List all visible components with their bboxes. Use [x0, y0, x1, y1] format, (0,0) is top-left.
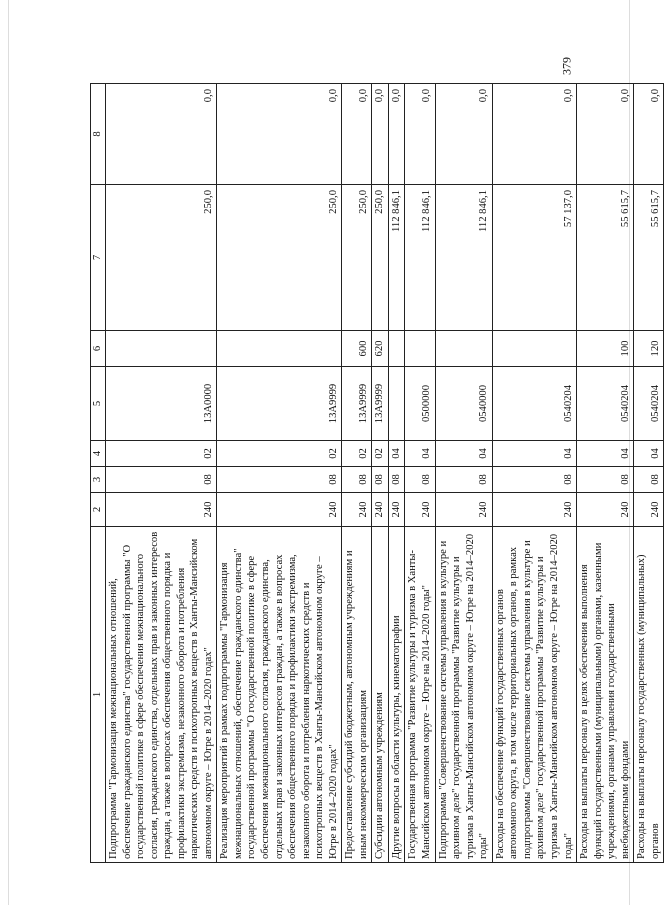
table-row — [405, 84, 435, 863]
amount-extra-cell: 0,0 — [342, 84, 372, 185]
row-name-cell: Субсидии автономным учреждениям — [372, 527, 389, 863]
code-admin-cell: 240 — [342, 493, 372, 527]
target-item-cell: 13А9999 — [372, 367, 389, 441]
amount-extra-cell: 0,0 — [106, 84, 217, 185]
table-header — [91, 84, 106, 863]
section-cell: 08 — [372, 467, 389, 493]
table-row — [342, 84, 372, 863]
amount-extra-cell: 0,0 — [388, 84, 405, 185]
subsection-cell: 04 — [388, 441, 405, 467]
page-number — [552, 46, 582, 86]
table-body — [106, 84, 664, 863]
subsection-cell: 04 — [634, 441, 664, 467]
amount-cell: 112 846,1 — [405, 185, 435, 331]
section-cell: 08 — [106, 467, 217, 493]
expense-type-cell: 600 — [342, 331, 372, 367]
table-row — [577, 84, 634, 863]
rotated-budget-table — [90, 84, 661, 863]
amount-cell: 250,0 — [217, 185, 342, 331]
code-admin-cell: 240 — [577, 493, 634, 527]
target-item-cell: 0540204 — [492, 367, 576, 441]
subsection-cell: 02 — [372, 441, 389, 467]
amount-extra-cell: 0,0 — [217, 84, 342, 185]
expense-type-cell — [106, 331, 217, 367]
header-cell-col-6: 6 — [91, 331, 106, 367]
target-item-cell: 0540204 — [634, 367, 664, 441]
header-cell-col-8: 8 — [91, 84, 106, 185]
amount-cell: 55 615,7 — [577, 185, 634, 331]
amount-extra-cell: 0,0 — [577, 84, 634, 185]
row-name-cell: Подпрограмма "Совершенствование системы управления в культуре и архивном деле" государственной программы "Развитие культуры и туризма в Ханты-Мансийском автономном округе – Югре на 2014–2020 годы" — [435, 527, 492, 863]
amount-cell: 250,0 — [342, 185, 372, 331]
header-cell-col-2: 2 — [91, 493, 106, 527]
table-row — [372, 84, 389, 863]
amount-extra-cell: 0,0 — [435, 84, 492, 185]
scan-edge-line — [8, 0, 9, 905]
section-cell: 08 — [405, 467, 435, 493]
target-item-cell: 13А9999 — [217, 367, 342, 441]
section-cell: 08 — [577, 467, 634, 493]
page-number-text: 379 — [559, 57, 574, 75]
section-cell: 08 — [435, 467, 492, 493]
amount-extra-cell: 0,0 — [372, 84, 389, 185]
table-row — [492, 84, 576, 863]
subsection-cell: 02 — [217, 441, 342, 467]
expense-type-cell: 620 — [372, 331, 389, 367]
header-cell-col-1: 1 — [91, 527, 106, 863]
expense-type-cell — [405, 331, 435, 367]
table-row — [388, 84, 405, 863]
section-cell: 08 — [388, 467, 405, 493]
header-cell-col-3: 3 — [91, 467, 106, 493]
target-item-cell: 13А9999 — [342, 367, 372, 441]
target-item-cell: 0500000 — [405, 367, 435, 441]
subsection-cell: 04 — [405, 441, 435, 467]
table-row — [435, 84, 492, 863]
expense-type-cell — [492, 331, 576, 367]
row-name-cell: Реализация мероприятий в рамках подпрограммы "Гармонизация межнациональных отношений, обеспечение гражданского единства" государственной программы "О государственной политике в сфере обеспечения межнационального согласия, гражданского единства, отдельных прав и законных интересов граждан, а также в вопросах обеспечения общественного порядка и профилактики экстремизма, незаконного оборота и потребления наркотических средств и психотропных веществ в Ханты-Мансийском автономном округе – Югре в 2014–2020 годах" — [217, 527, 342, 863]
subsection-cell: 04 — [435, 441, 492, 467]
expense-type-cell — [435, 331, 492, 367]
table-row — [634, 84, 664, 863]
target-item-cell — [388, 367, 405, 441]
amount-extra-cell: 0,0 — [405, 84, 435, 185]
row-name-cell: Государственная программа "Развитие культуры и туризма в Ханты-Мансийском автономном округе – Югре на 2014–2020 годы" — [405, 527, 435, 863]
budget-table — [90, 83, 664, 863]
header-cell-col-7: 7 — [91, 185, 106, 331]
expense-type-cell: 100 — [577, 331, 634, 367]
header-cell-col-5: 5 — [91, 367, 106, 441]
section-cell: 08 — [634, 467, 664, 493]
section-cell: 08 — [492, 467, 576, 493]
target-item-cell: 0540204 — [577, 367, 634, 441]
expense-type-cell — [217, 331, 342, 367]
code-admin-cell: 240 — [435, 493, 492, 527]
code-admin-cell: 240 — [106, 493, 217, 527]
section-cell: 08 — [217, 467, 342, 493]
code-admin-cell: 240 — [388, 493, 405, 527]
code-admin-cell: 240 — [492, 493, 576, 527]
table-row — [217, 84, 342, 863]
code-admin-cell: 240 — [372, 493, 389, 527]
subsection-cell: 02 — [342, 441, 372, 467]
row-name-cell: Расходы на выплаты персоналу в целях обеспечения выполнения функций государственными (муниципальными) органами, казенными учреждениями, органами управления государственными внебюджетными фондами — [577, 527, 634, 863]
code-admin-cell: 240 — [405, 493, 435, 527]
amount-cell: 250,0 — [106, 185, 217, 331]
target-item-cell: 0540000 — [435, 367, 492, 441]
target-item-cell: 13А0000 — [106, 367, 217, 441]
section-cell: 08 — [342, 467, 372, 493]
row-name-cell: Подпрограмма "Гармонизация межнациональных отношений, обеспечение гражданского единства" государственной программы "О государственной политике в сфере обеспечения межнационального согласия, гражданского единства, отдельных прав и законных интересов граждан, а также в вопросах обеспечения общественного порядка и профилактики экстремизма, незаконного оборота и потребления наркотических средств и психотропных веществ в Ханты-Мансийском автономном округе – Югре в 2014–2020 годах" — [106, 527, 217, 863]
expense-type-cell — [388, 331, 405, 367]
amount-extra-cell: 0,0 — [634, 84, 664, 185]
code-admin-cell: 240 — [634, 493, 664, 527]
amount-cell: 112 846,1 — [388, 185, 405, 331]
row-name-cell: Расходы на обеспечение функций государственных органов автономного округа, в том числе территориальных органов, в рамках подпрограммы "Совершенствование системы управления в культуре и архивном деле" государственной программы "Развитие культуры и туризма в Ханты-Мансийском автономном округе – Югре на 2014–2020 годы" — [492, 527, 576, 863]
expense-type-cell: 120 — [634, 331, 664, 367]
header-cell-col-4: 4 — [91, 441, 106, 467]
amount-cell: 57 137,0 — [492, 185, 576, 331]
subsection-cell: 04 — [492, 441, 576, 467]
subsection-cell: 02 — [106, 441, 217, 467]
code-admin-cell: 240 — [217, 493, 342, 527]
amount-cell: 250,0 — [372, 185, 389, 331]
row-name-cell: Предоставление субсидий бюджетным, автономным учреждениям и иным некоммерческим организациям — [342, 527, 372, 863]
table-row — [106, 84, 217, 863]
amount-cell: 112 846,1 — [435, 185, 492, 331]
amount-extra-cell: 0,0 — [492, 84, 576, 185]
row-name-cell: Расходы на выплаты персоналу государственных (муниципальных) органов — [634, 527, 664, 863]
row-name-cell: Другие вопросы в области культуры, кинематографии — [388, 527, 405, 863]
subsection-cell: 04 — [577, 441, 634, 467]
amount-cell: 55 615,7 — [634, 185, 664, 331]
header-row — [91, 84, 106, 863]
